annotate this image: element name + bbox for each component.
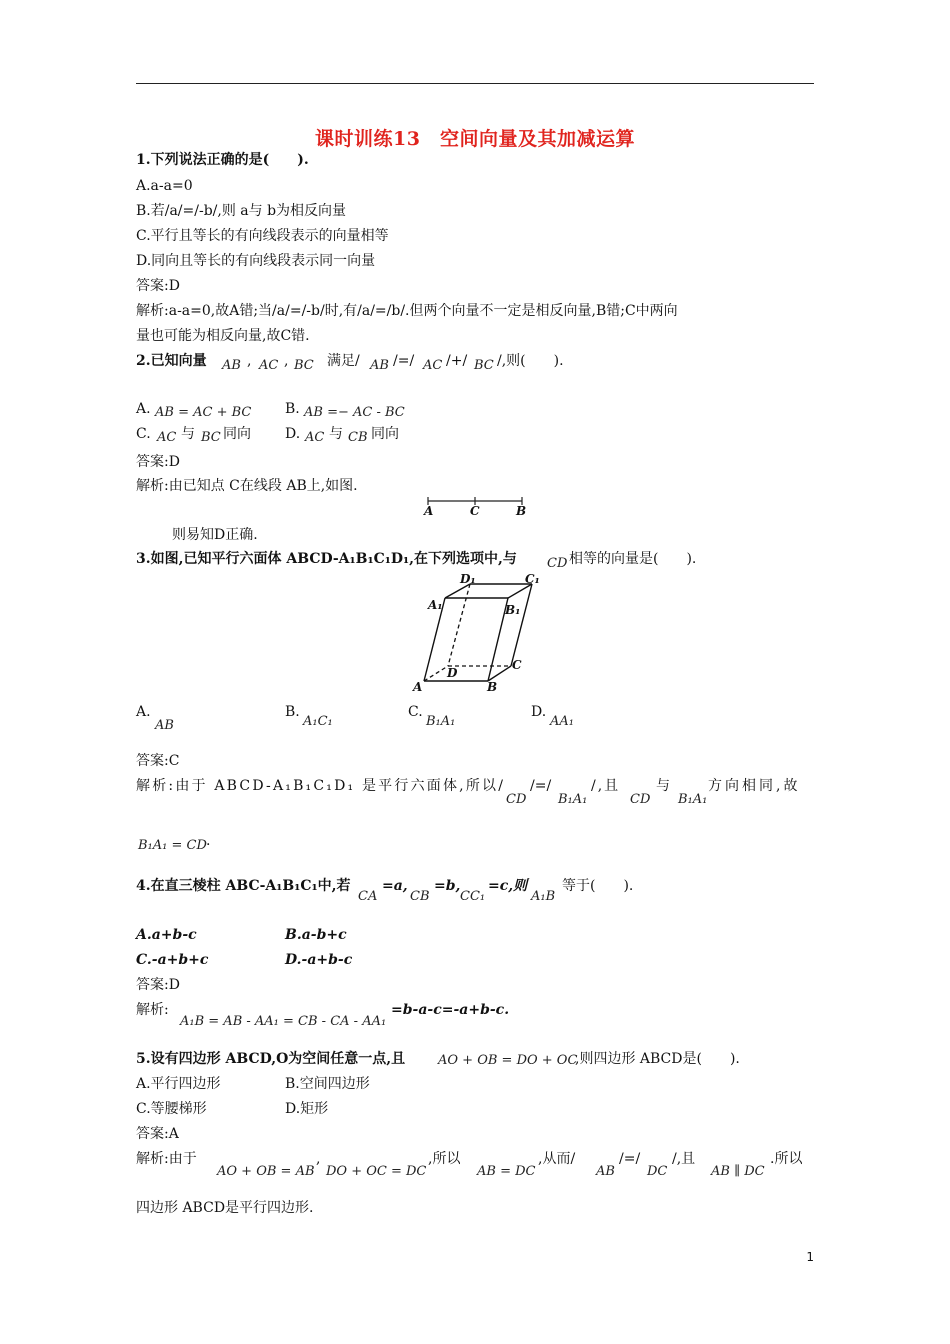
q3-option-b-label: B. [285, 704, 300, 720]
q5-answer: 答案:A [136, 1126, 179, 1142]
q3-option-a-label: A. [136, 704, 151, 720]
q5-condition: AO + OB = DO + OC [438, 1053, 578, 1068]
q3-option-c-label: C. [408, 704, 423, 720]
q1-answer: 答案:D [136, 278, 180, 294]
q5-and: /,且 [672, 1151, 696, 1167]
q4-vector-ca: CA [358, 889, 378, 904]
q5-comma: , [316, 1151, 321, 1167]
q4-analysis-expression: A₁B = AB - AA₁ = CB - CA - AA₁ [180, 1014, 387, 1029]
header-rule [136, 83, 814, 84]
q2-modulus-bc: BC [474, 358, 494, 373]
q1-option-b: B.若/a/=/-b/,则 a与 b为相反向量 [136, 203, 347, 219]
q5-conclusion: 四边形 ABCD是平行四边形. [136, 1200, 314, 1216]
q5-therefore: .所以 [770, 1151, 803, 1167]
q4-vector-a1b: A₁B [531, 889, 556, 904]
figure-label-a: A [424, 504, 434, 518]
q2-separator: , [284, 353, 289, 369]
q5-so: ,所以 [428, 1151, 461, 1167]
hidden-edge-d1-d [448, 584, 470, 666]
vertex-label-b: B [487, 680, 498, 694]
q2-condition-label: 满足/ [327, 353, 360, 369]
q2-modulus-ac: AC [423, 358, 443, 373]
q1-option-c: C.平行且等长的有向线段表示的向量相等 [136, 228, 389, 244]
q4-option-b: B.a-b+c [285, 927, 347, 943]
vertex-label-d1: D₁ [460, 572, 476, 586]
q2-option-c-label: C. [136, 426, 151, 442]
q1-analysis-line2: 量也可能为相反向量,故C错. [136, 328, 310, 344]
vertex-label-a: A [413, 680, 423, 694]
q5-stem-prefix: 5.设有四边形 ABCD,O为空间任意一点,且 [136, 1051, 406, 1067]
q4-option-d: D.-a+b-c [285, 952, 353, 968]
q1-analysis-line1: 解析:a-a=0,故A错;当/a/=/-b/时,有/a/=/b/.但两个向量不一定是相反向量,B错;C中两向 [136, 303, 678, 319]
q3-modulus-cd: CD [506, 792, 527, 807]
q5-modulus-dc: DC [647, 1164, 668, 1179]
q2-answer: 答案:D [136, 454, 180, 470]
q4-equals-b: =b, [434, 878, 461, 894]
q2-option-a-expr: AB = AC + BC [155, 405, 252, 420]
q3-stem-prefix: 3.如图,已知平行六面体 ABCD-A₁B₁C₁D₁,在下列选项中,与 [136, 551, 517, 567]
vertex-label-c: C [512, 658, 522, 672]
q2-option-b-expr: AB =− AC - BC [304, 405, 405, 420]
q4-option-c: C.-a+b+c [136, 952, 209, 968]
q2-plus: /+/ [446, 353, 468, 369]
q5-thus: ,从而/ [538, 1151, 576, 1167]
parallelepiped-figure [410, 570, 550, 695]
q2-option-c-vector2: BC [201, 430, 221, 445]
q3-analysis-prefix: 解析:由于 ABCD-A₁B₁C₁D₁ 是平行六面体,所以/ [136, 778, 506, 794]
q2-equals: /=/ [393, 353, 415, 369]
q5-equals: /=/ [619, 1151, 641, 1167]
q2-option-d-vector2: CB [348, 430, 368, 445]
q3-vector-cd: CD [547, 556, 568, 571]
q4-vector-cb: CB [410, 889, 430, 904]
q3-vector-b1a1: B₁A₁ [678, 792, 708, 807]
q4-equals-a: =a, [382, 878, 408, 894]
q2-vector-bc: BC [294, 358, 314, 373]
q3-option-b-vector: A₁C₁ [303, 714, 333, 729]
q2-option-c-vector1: AC [157, 430, 177, 445]
q3-answer: 答案:C [136, 753, 180, 769]
q4-answer: 答案:D [136, 977, 180, 993]
q3-result: B₁A₁ = CD [138, 838, 207, 853]
q4-analysis-prefix: 解析: [136, 1002, 169, 1018]
q1-option-a: A.a-a=0 [136, 178, 193, 194]
page-number: 1 [806, 1250, 814, 1264]
q2-modulus-ab: AB [370, 358, 389, 373]
q2-option-d-label: D. [285, 426, 301, 442]
q3-modulus-b1a1: B₁A₁ [558, 792, 588, 807]
q2-stem-prefix: 2.已知向量 [136, 353, 207, 369]
q3-option-d-vector: AA₁ [550, 714, 574, 729]
q3-with: 与 [656, 778, 670, 794]
q4-stem-prefix: 4.在直三棱柱 ABC-A₁B₁C₁中,若 [136, 878, 351, 894]
q2-option-a-label: A. [136, 401, 151, 417]
q2-vector-ac: AC [259, 358, 279, 373]
q2-option-d-tail: 同向 [371, 426, 399, 442]
q3-option-d-label: D. [531, 704, 547, 720]
q5-option-c: C.等腰梯形 [136, 1101, 207, 1117]
q2-option-d-connector: 与 [329, 426, 343, 442]
q3-and: /,且 [591, 778, 621, 794]
q5-stem-tail: ,则四边形 ABCD是( ). [575, 1051, 740, 1067]
q5-option-b: B.空间四边形 [285, 1076, 370, 1092]
q3-result-period: . [206, 833, 211, 849]
q4-analysis-result: =b-a-c=-a+b-c. [391, 1002, 510, 1018]
page-title: 课时训练13 空间向量及其加减运算 [315, 128, 635, 150]
q4-equals-c: =c,则 [488, 878, 528, 894]
q2-option-c-tail: 同向 [223, 426, 251, 442]
q5-option-a: A.平行四边形 [136, 1076, 221, 1092]
q4-vector-cc1: CC₁ [460, 889, 486, 904]
vertex-label-b1: B₁ [505, 603, 521, 617]
edge-c1-c [511, 584, 532, 666]
q2-separator: , [247, 353, 252, 369]
q5-parallel: AB ∥ DC [711, 1164, 765, 1179]
q2-option-d-vector1: AC [305, 430, 325, 445]
q5-analysis-prefix: 解析:由于 [136, 1151, 197, 1167]
vertex-label-d: D [447, 666, 458, 680]
q5-option-d: D.矩形 [285, 1101, 329, 1117]
q3-option-c-vector: B₁A₁ [426, 714, 456, 729]
q2-option-b-label: B. [285, 401, 300, 417]
figure-label-b: B [516, 504, 527, 518]
q3-analysis-tail: 方向相同,故 [708, 778, 801, 794]
q3-stem-tail: 相等的向量是( ). [569, 551, 697, 567]
vertex-label-c1: C₁ [525, 572, 540, 586]
q1-stem: 1.下列说法正确的是( ). [136, 152, 309, 168]
q2-vector-ab: AB [222, 358, 241, 373]
vertex-label-a1: A₁ [428, 598, 443, 612]
q4-option-a: A.a+b-c [136, 927, 197, 943]
q3-equals: /=/ [530, 778, 552, 794]
q5-equation-3: AB = DC [477, 1164, 536, 1179]
q1-option-d: D.同向且等长的有向线段表示同一向量 [136, 253, 376, 269]
figure-label-c: C [470, 504, 480, 518]
q2-analysis: 解析:由已知点 C在线段 AB上,如图. [136, 478, 358, 494]
q3-vector-cd: CD [630, 792, 651, 807]
q5-equation-2: DO + OC = DC [326, 1164, 427, 1179]
q5-equation-1: AO + OB = AB [217, 1164, 315, 1179]
q2-stem-tail: /,则( ). [497, 353, 564, 369]
q2-conclusion: 则易知D正确. [172, 527, 258, 543]
q3-option-a-vector: AB [155, 718, 174, 733]
q4-stem-tail: 等于( ). [562, 878, 634, 894]
q5-modulus-ab: AB [596, 1164, 615, 1179]
q2-option-c-connector: 与 [181, 426, 195, 442]
